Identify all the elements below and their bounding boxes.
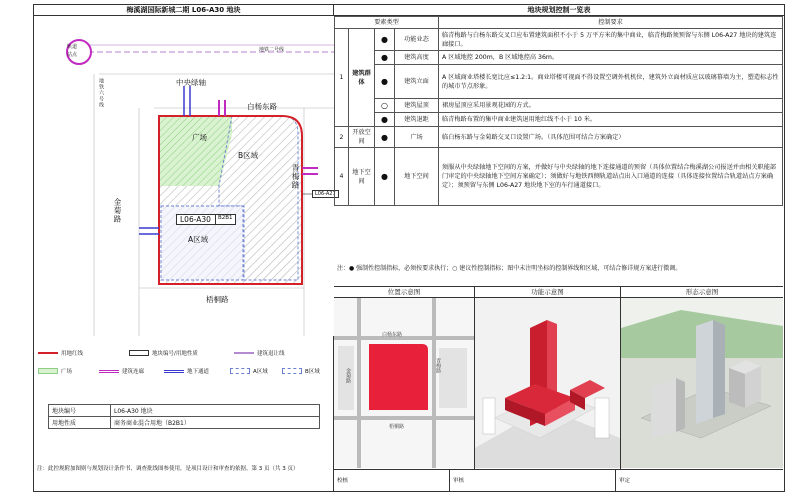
legend-item-corridor [99,367,144,375]
mark-icon: ● [375,51,395,65]
row-requirement: 临白杨东路与金菊路交叉口设置广场。（具体范围可结合方案确定） [439,127,783,148]
legend-item-plaza [38,367,72,375]
passage-swatch-icon [164,370,184,373]
table-row [335,29,783,51]
mark-icon: ● [375,65,395,99]
function-diagram-title: 功能示意图 [475,287,620,298]
row-group: 开放空间 [349,127,375,148]
right-title: 地块规划控制一览表 [334,5,784,16]
control-table [334,16,783,206]
legend-item-zone-b [282,367,320,375]
parcel-location-icon [369,344,428,410]
plan-sheet [33,4,785,492]
zone-b-label: B区域 [238,151,259,160]
road-label-baiyang-east: 白杨东路 [247,102,277,111]
metro-station-label [67,43,77,59]
zone-b-swatch-icon [282,368,302,374]
metro-station-label-line2: 站点 [67,52,78,58]
mark-icon: ● [375,29,395,51]
row-requirement: 须服从中央绿轴地下空间的方案，并做好与中央绿轴的地下连接通道的预留（具体位置结合梅溪湖公司报送并由相关职能部门审定的中央绿轴地下空间方案确定）；须做好与地铁西侧轨道站点出入口通道的连接（具体连接位置结合轨道站点方案确定）；须预留与东侧 L06-A27 地块地下室的车行通道接口。 [439,148,783,206]
function-diagram [475,287,621,469]
legend-item-red-line [38,349,83,357]
row-number: 4 [335,148,349,206]
parcel-info-table [48,404,320,429]
metro-line-label: 地铁二号线 [259,47,285,53]
land-use-code: B2B1 [215,215,233,224]
info-key: 用地性质 [49,417,111,429]
row-requirement: A 区域商业塔楼长宽比应≤1.2:1。商业塔楼可视面不得设置空调外机机位，建筑外立面材质应以玻璃幕墙为主，塑造标志性的城市节点形象。 [439,65,783,99]
pic-road-left: 金菊路 [345,368,351,383]
table-row [49,405,320,417]
signature-row [334,469,783,491]
left-panel [34,5,334,491]
table-row [49,417,320,429]
row-item: 地下空间 [395,148,439,206]
pic-road-right: 青梅路 [435,358,441,373]
parcel-map [34,16,334,336]
tower-form-icon [696,320,713,424]
mark-icon: ● [375,113,395,127]
red-line-swatch-icon [38,352,58,354]
sign-review: 审核 [450,470,616,491]
legend-label: A区域 [253,369,268,375]
metro-station-label-line1: 轨道 [67,44,78,50]
plaza-label: 广场 [192,133,207,142]
table-row [335,127,783,148]
location-diagram-title: 位置示意图 [334,287,474,298]
row-item: 建筑立面 [395,65,439,99]
function-diagram-image [475,298,620,468]
legend-label: 建筑连廊 [122,369,145,375]
legend [34,337,334,397]
table-row [335,51,783,65]
row-item: 建筑屋顶 [395,99,439,113]
left-title: 梅溪湖国际新城二期 L06-A30 地块 [34,5,333,16]
form-diagram-image [621,298,783,468]
row-item: 功能业态 [395,29,439,51]
legend-item-code [129,349,198,357]
road-label-wutong: 梧桐路 [206,295,229,304]
info-key: 地块编号 [49,405,111,417]
legend-item-zone-a [230,367,268,375]
parcel-code: L06-A30 [180,215,211,224]
table-row [335,148,783,206]
row-item: 建筑高度 [395,51,439,65]
corridor-swatch-icon [99,370,119,373]
row-group: 地下空间 [349,148,375,206]
info-value: L06-A30 地块 [111,405,320,417]
right-panel [334,5,784,491]
legend-label: 建筑退让线 [257,351,285,357]
illustration-row [334,287,783,469]
neighbor-code-tag: L06-A27 [312,190,339,198]
row-requirement: 裙房屋顶应采用景观花园的方式。 [439,99,783,113]
road-label-central-axis: 中央绿轴 [176,78,206,87]
pic-road-top: 白杨东路 [382,332,403,338]
parcel-map-drawing [34,16,334,336]
location-diagram [334,287,475,469]
right-note: 注：● 强制性控制指标，必须按要求执行；○ 建议性控制指标；图中未注明坐标的控制界线和区域，可结合修详规方案进行微调。 [334,263,783,287]
row-requirement: A 区域地控 200m，B 区域地控高 36m。 [439,51,783,65]
legend-label: 广场 [61,369,73,375]
form-diagram [621,287,783,469]
row-item: 广场 [395,127,439,148]
legend-item-passage [164,367,209,375]
mark-icon: ○ [375,99,395,113]
row-requirement: 临青梅路布置的集中商业建筑退用地红线不小于 10 米。 [439,113,783,127]
setback-swatch-icon [234,352,254,354]
road-label-qingmei: 青梅路 [291,164,300,190]
form-diagram-title: 形态示意图 [621,287,783,298]
mark-icon: ● [375,148,395,206]
location-diagram-image [334,298,474,468]
road-label-jinju: 金菊路 [113,198,122,224]
legend-label: 地下通道 [187,369,210,375]
pic-road-bottom: 梧桐路 [389,424,405,430]
plaza-swatch-icon [38,368,58,374]
legend-label: 地块编号/用地性质 [152,351,198,357]
row-requirement: 临青梅路与白杨东路交叉口应布置建筑面积不小于 5 万平方米的集中商业，临青梅路须预留与东侧 L06-A27 地块的建筑连廊接口。 [439,29,783,51]
sign-approve: 审定 [619,478,631,484]
row-number: 2 [335,127,349,148]
left-note: 注：此控规附加图则与规划设计条件书、调查批线图参使用，是项目设计和审查的依据。第 3 页（共 3 页） [37,466,299,472]
table-row [335,65,783,99]
parcel-code-tag [176,214,236,225]
table-row [335,113,783,127]
road-label-metro6: 地铁六号线 [98,78,104,108]
row-number: 1 [335,29,349,127]
table-header-row [335,17,783,29]
legend-label: 用地红线 [61,351,84,357]
legend-label: B区域 [305,369,320,375]
mark-icon: ● [375,127,395,148]
table-row [335,99,783,113]
sign-check: 校核 [334,470,450,491]
row-group: 建筑群体 [349,29,375,127]
zone-a-label: A区域 [188,235,209,244]
legend-item-setback [234,349,285,357]
row-item: 建筑退距 [395,113,439,127]
info-value: 商务商业混合用地（B2B1） [111,417,320,429]
header-elements: 要素类型 [335,17,439,29]
header-requirements: 控制要求 [439,17,783,29]
code-swatch-icon [129,350,149,356]
zone-a-swatch-icon [230,368,250,374]
